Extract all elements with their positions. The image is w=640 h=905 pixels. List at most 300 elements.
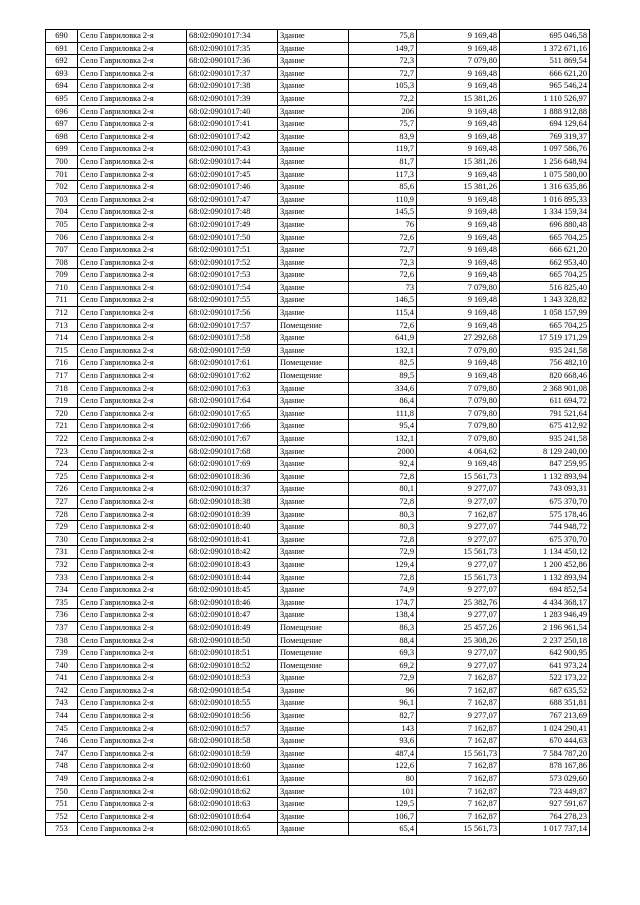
cadastral-value-cell: 847 259,95 xyxy=(500,458,590,471)
row-number-cell: 739 xyxy=(46,647,78,660)
cadastral-number-cell: 68:02:0901017:48 xyxy=(187,206,278,219)
cadastral-number-cell: 68:02:0901018:61 xyxy=(187,773,278,786)
area-cell: 72,3 xyxy=(349,55,417,68)
unit-value-cell: 9 169,48 xyxy=(417,168,500,181)
row-number-cell: 700 xyxy=(46,155,78,168)
row-number-cell: 701 xyxy=(46,168,78,181)
row-number-cell: 711 xyxy=(46,294,78,307)
object-type-cell: Здание xyxy=(278,785,349,798)
cadastral-number-cell: 68:02:0901018:54 xyxy=(187,684,278,697)
row-number-cell: 708 xyxy=(46,256,78,269)
unit-value-cell: 9 169,48 xyxy=(417,307,500,320)
cadastral-number-cell: 68:02:0901018:36 xyxy=(187,470,278,483)
table-row xyxy=(46,256,590,269)
settlement-cell: Село Гавриловка 2-я xyxy=(78,458,187,471)
table-row xyxy=(46,155,590,168)
settlement-cell: Село Гавриловка 2-я xyxy=(78,319,187,332)
object-type-cell: Помещение xyxy=(278,659,349,672)
unit-value-cell: 9 169,48 xyxy=(417,206,500,219)
cadastral-value-cell: 935 241,58 xyxy=(500,433,590,446)
row-number-cell: 694 xyxy=(46,80,78,93)
cadastral-number-cell: 68:02:0901018:40 xyxy=(187,521,278,534)
object-type-cell: Здание xyxy=(278,458,349,471)
object-type-cell: Здание xyxy=(278,231,349,244)
cadastral-number-cell: 68:02:0901018:64 xyxy=(187,810,278,823)
row-number-cell: 696 xyxy=(46,105,78,118)
area-cell: 105,3 xyxy=(349,80,417,93)
object-type-cell: Здание xyxy=(278,470,349,483)
settlement-cell: Село Гавриловка 2-я xyxy=(78,206,187,219)
row-number-cell: 716 xyxy=(46,357,78,370)
settlement-cell: Село Гавриловка 2-я xyxy=(78,495,187,508)
object-type-cell: Здание xyxy=(278,533,349,546)
cadastral-number-cell: 68:02:0901017:53 xyxy=(187,269,278,282)
area-cell: 69,2 xyxy=(349,659,417,672)
object-type-cell: Здание xyxy=(278,92,349,105)
cadastral-number-cell: 68:02:0901018:59 xyxy=(187,747,278,760)
object-type-cell: Здание xyxy=(278,395,349,408)
table-row xyxy=(46,294,590,307)
cadastral-value-cell: 666 621,20 xyxy=(500,67,590,80)
table-row xyxy=(46,735,590,748)
table-body xyxy=(46,30,590,836)
object-type-cell: Здание xyxy=(278,735,349,748)
settlement-cell: Село Гавриловка 2-я xyxy=(78,558,187,571)
object-type-cell: Здание xyxy=(278,105,349,118)
table-row xyxy=(46,458,590,471)
unit-value-cell: 9 277,07 xyxy=(417,609,500,622)
cadastral-number-cell: 68:02:0901017:62 xyxy=(187,370,278,383)
object-type-cell: Здание xyxy=(278,584,349,597)
cadastral-number-cell: 68:02:0901018:63 xyxy=(187,798,278,811)
settlement-cell: Село Гавриловка 2-я xyxy=(78,722,187,735)
settlement-cell: Село Гавриловка 2-я xyxy=(78,735,187,748)
unit-value-cell: 9 169,48 xyxy=(417,193,500,206)
settlement-cell: Село Гавриловка 2-я xyxy=(78,80,187,93)
cadastral-number-cell: 68:02:0901018:60 xyxy=(187,760,278,773)
object-type-cell: Здание xyxy=(278,218,349,231)
cadastral-number-cell: 68:02:0901017:63 xyxy=(187,382,278,395)
cadastral-value-cell: 675 412,92 xyxy=(500,420,590,433)
area-cell: 129,5 xyxy=(349,798,417,811)
area-cell: 145,5 xyxy=(349,206,417,219)
row-number-cell: 720 xyxy=(46,407,78,420)
area-cell: 122,6 xyxy=(349,760,417,773)
unit-value-cell: 9 277,07 xyxy=(417,710,500,723)
row-number-cell: 707 xyxy=(46,244,78,257)
settlement-cell: Село Гавриловка 2-я xyxy=(78,470,187,483)
area-cell: 80,1 xyxy=(349,483,417,496)
object-type-cell: Здание xyxy=(278,155,349,168)
row-number-cell: 734 xyxy=(46,584,78,597)
unit-value-cell: 25 308,26 xyxy=(417,634,500,647)
row-number-cell: 710 xyxy=(46,281,78,294)
table-row xyxy=(46,470,590,483)
settlement-cell: Село Гавриловка 2-я xyxy=(78,584,187,597)
cadastral-value-cell: 675 370,70 xyxy=(500,495,590,508)
cadastral-number-cell: 68:02:0901018:43 xyxy=(187,558,278,571)
area-cell: 146,5 xyxy=(349,294,417,307)
area-cell: 95,4 xyxy=(349,420,417,433)
cadastral-value-cell: 665 704,25 xyxy=(500,231,590,244)
cadastral-number-cell: 68:02:0901017:67 xyxy=(187,433,278,446)
cadastral-value-cell: 935 241,58 xyxy=(500,344,590,357)
cadastral-value-cell: 1 134 450,12 xyxy=(500,546,590,559)
cadastral-number-cell: 68:02:0901017:50 xyxy=(187,231,278,244)
row-number-cell: 719 xyxy=(46,395,78,408)
unit-value-cell: 7 162,87 xyxy=(417,735,500,748)
table-row xyxy=(46,319,590,332)
settlement-cell: Село Гавриловка 2-я xyxy=(78,130,187,143)
cadastral-number-cell: 68:02:0901017:43 xyxy=(187,143,278,156)
unit-value-cell: 9 169,48 xyxy=(417,218,500,231)
row-number-cell: 738 xyxy=(46,634,78,647)
area-cell: 138,4 xyxy=(349,609,417,622)
area-cell: 89,5 xyxy=(349,370,417,383)
object-type-cell: Помещение xyxy=(278,370,349,383)
object-type-cell: Здание xyxy=(278,332,349,345)
cadastral-value-cell: 723 449,87 xyxy=(500,785,590,798)
unit-value-cell: 9 277,07 xyxy=(417,659,500,672)
settlement-cell: Село Гавриловка 2-я xyxy=(78,382,187,395)
area-cell: 2000 xyxy=(349,445,417,458)
object-type-cell: Здание xyxy=(278,193,349,206)
settlement-cell: Село Гавриловка 2-я xyxy=(78,332,187,345)
table-row xyxy=(46,684,590,697)
settlement-cell: Село Гавриловка 2-я xyxy=(78,798,187,811)
object-type-cell: Здание xyxy=(278,67,349,80)
cadastral-value-cell: 575 178,46 xyxy=(500,508,590,521)
area-cell: 72,2 xyxy=(349,92,417,105)
area-cell: 132,1 xyxy=(349,433,417,446)
cadastral-value-cell: 756 482,10 xyxy=(500,357,590,370)
area-cell: 76 xyxy=(349,218,417,231)
area-cell: 74,9 xyxy=(349,584,417,597)
cadastral-number-cell: 68:02:0901018:41 xyxy=(187,533,278,546)
cadastral-number-cell: 68:02:0901018:65 xyxy=(187,823,278,836)
cadastral-number-cell: 68:02:0901018:53 xyxy=(187,672,278,685)
table-row xyxy=(46,634,590,647)
area-cell: 86,4 xyxy=(349,395,417,408)
object-type-cell: Здание xyxy=(278,407,349,420)
area-cell: 75,8 xyxy=(349,30,417,43)
cadastral-number-cell: 68:02:0901017:41 xyxy=(187,118,278,131)
cadastral-value-cell: 573 029,60 xyxy=(500,773,590,786)
cadastral-value-cell: 522 173,22 xyxy=(500,672,590,685)
settlement-cell: Село Гавриловка 2-я xyxy=(78,659,187,672)
cadastral-number-cell: 68:02:0901017:68 xyxy=(187,445,278,458)
area-cell: 80,3 xyxy=(349,521,417,534)
cadastral-number-cell: 68:02:0901018:46 xyxy=(187,596,278,609)
row-number-cell: 693 xyxy=(46,67,78,80)
unit-value-cell: 15 381,26 xyxy=(417,92,500,105)
settlement-cell: Село Гавриловка 2-я xyxy=(78,596,187,609)
cadastral-number-cell: 68:02:0901017:64 xyxy=(187,395,278,408)
area-cell: 69,3 xyxy=(349,647,417,660)
object-type-cell: Здание xyxy=(278,697,349,710)
cadastral-number-cell: 68:02:0901018:44 xyxy=(187,571,278,584)
area-cell: 72,7 xyxy=(349,244,417,257)
unit-value-cell: 7 079,80 xyxy=(417,395,500,408)
cadastral-value-cell: 1 283 946,49 xyxy=(500,609,590,622)
unit-value-cell: 7 079,80 xyxy=(417,344,500,357)
object-type-cell: Здание xyxy=(278,495,349,508)
object-type-cell: Помещение xyxy=(278,319,349,332)
object-type-cell: Здание xyxy=(278,130,349,143)
cadastral-value-cell: 665 704,25 xyxy=(500,269,590,282)
settlement-cell: Село Гавриловка 2-я xyxy=(78,483,187,496)
row-number-cell: 727 xyxy=(46,495,78,508)
row-number-cell: 748 xyxy=(46,760,78,773)
row-number-cell: 745 xyxy=(46,722,78,735)
area-cell: 72,8 xyxy=(349,533,417,546)
row-number-cell: 744 xyxy=(46,710,78,723)
settlement-cell: Село Гавриловка 2-я xyxy=(78,571,187,584)
table-row xyxy=(46,609,590,622)
object-type-cell: Здание xyxy=(278,181,349,194)
row-number-cell: 718 xyxy=(46,382,78,395)
object-type-cell: Здание xyxy=(278,256,349,269)
table-row xyxy=(46,42,590,55)
unit-value-cell: 9 169,48 xyxy=(417,30,500,43)
row-number-cell: 736 xyxy=(46,609,78,622)
object-type-cell: Здание xyxy=(278,508,349,521)
area-cell: 82,7 xyxy=(349,710,417,723)
cadastral-number-cell: 68:02:0901018:62 xyxy=(187,785,278,798)
settlement-cell: Село Гавриловка 2-я xyxy=(78,155,187,168)
table-row xyxy=(46,596,590,609)
settlement-cell: Село Гавриловка 2-я xyxy=(78,281,187,294)
cadastral-value-cell: 695 046,58 xyxy=(500,30,590,43)
unit-value-cell: 15 561,73 xyxy=(417,571,500,584)
cadastral-value-cell: 1 343 328,82 xyxy=(500,294,590,307)
cadastral-number-cell: 68:02:0901017:42 xyxy=(187,130,278,143)
object-type-cell: Здание xyxy=(278,294,349,307)
cadastral-number-cell: 68:02:0901018:39 xyxy=(187,508,278,521)
table-row xyxy=(46,244,590,257)
cadastral-number-cell: 68:02:0901017:59 xyxy=(187,344,278,357)
settlement-cell: Село Гавриловка 2-я xyxy=(78,407,187,420)
object-type-cell: Здание xyxy=(278,168,349,181)
area-cell: 115,4 xyxy=(349,307,417,320)
object-type-cell: Здание xyxy=(278,798,349,811)
object-type-cell: Здание xyxy=(278,710,349,723)
cadastral-value-cell: 743 093,31 xyxy=(500,483,590,496)
object-type-cell: Здание xyxy=(278,269,349,282)
cadastral-number-cell: 68:02:0901017:66 xyxy=(187,420,278,433)
cadastral-number-cell: 68:02:0901018:52 xyxy=(187,659,278,672)
table-row xyxy=(46,357,590,370)
object-type-cell: Помещение xyxy=(278,647,349,660)
row-number-cell: 690 xyxy=(46,30,78,43)
unit-value-cell: 7 079,80 xyxy=(417,55,500,68)
settlement-cell: Село Гавриловка 2-я xyxy=(78,533,187,546)
settlement-cell: Село Гавриловка 2-я xyxy=(78,433,187,446)
table-row xyxy=(46,231,590,244)
table-row xyxy=(46,193,590,206)
cadastral-number-cell: 68:02:0901017:52 xyxy=(187,256,278,269)
cadastral-number-cell: 68:02:0901017:35 xyxy=(187,42,278,55)
cadastral-value-cell: 516 825,40 xyxy=(500,281,590,294)
table-row xyxy=(46,92,590,105)
cadastral-number-cell: 68:02:0901017:40 xyxy=(187,105,278,118)
table-row xyxy=(46,672,590,685)
table-row xyxy=(46,798,590,811)
settlement-cell: Село Гавриловка 2-я xyxy=(78,773,187,786)
table-row xyxy=(46,143,590,156)
settlement-cell: Село Гавриловка 2-я xyxy=(78,370,187,383)
table-row xyxy=(46,130,590,143)
row-number-cell: 695 xyxy=(46,92,78,105)
row-number-cell: 730 xyxy=(46,533,78,546)
table-row xyxy=(46,307,590,320)
object-type-cell: Помещение xyxy=(278,621,349,634)
cadastral-number-cell: 68:02:0901017:34 xyxy=(187,30,278,43)
cadastral-value-cell: 820 668,46 xyxy=(500,370,590,383)
cadastral-value-cell: 611 694,72 xyxy=(500,395,590,408)
table-row xyxy=(46,344,590,357)
settlement-cell: Село Гавриловка 2-я xyxy=(78,244,187,257)
area-cell: 80,3 xyxy=(349,508,417,521)
settlement-cell: Село Гавриловка 2-я xyxy=(78,143,187,156)
row-number-cell: 717 xyxy=(46,370,78,383)
settlement-cell: Село Гавриловка 2-я xyxy=(78,118,187,131)
cadastral-number-cell: 68:02:0901017:44 xyxy=(187,155,278,168)
unit-value-cell: 4 064,62 xyxy=(417,445,500,458)
row-number-cell: 728 xyxy=(46,508,78,521)
unit-value-cell: 9 169,48 xyxy=(417,244,500,257)
area-cell: 101 xyxy=(349,785,417,798)
table-row xyxy=(46,810,590,823)
row-number-cell: 712 xyxy=(46,307,78,320)
object-type-cell: Здание xyxy=(278,747,349,760)
unit-value-cell: 27 292,68 xyxy=(417,332,500,345)
cadastral-number-cell: 68:02:0901018:58 xyxy=(187,735,278,748)
cadastral-value-cell: 1 334 159,34 xyxy=(500,206,590,219)
cadastral-value-cell: 1 058 157,99 xyxy=(500,307,590,320)
cadastral-value-cell: 675 370,70 xyxy=(500,533,590,546)
cadastral-value-cell: 1 372 671,16 xyxy=(500,42,590,55)
settlement-cell: Село Гавриловка 2-я xyxy=(78,42,187,55)
object-type-cell: Помещение xyxy=(278,357,349,370)
object-type-cell: Здание xyxy=(278,420,349,433)
cadastral-number-cell: 68:02:0901018:56 xyxy=(187,710,278,723)
row-number-cell: 752 xyxy=(46,810,78,823)
cadastral-value-cell: 878 167,86 xyxy=(500,760,590,773)
area-cell: 73 xyxy=(349,281,417,294)
row-number-cell: 703 xyxy=(46,193,78,206)
cadastral-number-cell: 68:02:0901018:47 xyxy=(187,609,278,622)
area-cell: 129,4 xyxy=(349,558,417,571)
cadastral-number-cell: 68:02:0901017:54 xyxy=(187,281,278,294)
unit-value-cell: 9 169,48 xyxy=(417,105,500,118)
unit-value-cell: 15 561,73 xyxy=(417,823,500,836)
settlement-cell: Село Гавриловка 2-я xyxy=(78,684,187,697)
area-cell: 72,9 xyxy=(349,672,417,685)
cadastral-number-cell: 68:02:0901017:45 xyxy=(187,168,278,181)
area-cell: 174,7 xyxy=(349,596,417,609)
cadastral-number-cell: 68:02:0901017:58 xyxy=(187,332,278,345)
table-row xyxy=(46,420,590,433)
settlement-cell: Село Гавриловка 2-я xyxy=(78,67,187,80)
cadastral-value-cell: 2 237 250,18 xyxy=(500,634,590,647)
cadastral-number-cell: 68:02:0901018:49 xyxy=(187,621,278,634)
table-row xyxy=(46,332,590,345)
unit-value-cell: 7 162,87 xyxy=(417,773,500,786)
settlement-cell: Село Гавриловка 2-я xyxy=(78,395,187,408)
area-cell: 65,4 xyxy=(349,823,417,836)
settlement-cell: Село Гавриловка 2-я xyxy=(78,697,187,710)
row-number-cell: 742 xyxy=(46,684,78,697)
cadastral-value-cell: 769 319,37 xyxy=(500,130,590,143)
area-cell: 106,7 xyxy=(349,810,417,823)
area-cell: 111,8 xyxy=(349,407,417,420)
settlement-cell: Село Гавриловка 2-я xyxy=(78,785,187,798)
cadastral-value-cell: 1 132 893,94 xyxy=(500,470,590,483)
unit-value-cell: 9 169,48 xyxy=(417,458,500,471)
unit-value-cell: 7 079,80 xyxy=(417,407,500,420)
unit-value-cell: 9 169,48 xyxy=(417,319,500,332)
table-row xyxy=(46,281,590,294)
unit-value-cell: 7 162,87 xyxy=(417,508,500,521)
cadastral-number-cell: 68:02:0901018:37 xyxy=(187,483,278,496)
table-row xyxy=(46,722,590,735)
table-row xyxy=(46,382,590,395)
cadastral-value-cell: 1 075 580,00 xyxy=(500,168,590,181)
cadastral-value-cell: 1 024 290,41 xyxy=(500,722,590,735)
table-row xyxy=(46,80,590,93)
row-number-cell: 714 xyxy=(46,332,78,345)
settlement-cell: Село Гавриловка 2-я xyxy=(78,193,187,206)
cadastral-value-cell: 662 953,40 xyxy=(500,256,590,269)
area-cell: 206 xyxy=(349,105,417,118)
cadastral-value-cell: 7 584 787,20 xyxy=(500,747,590,760)
table-row xyxy=(46,558,590,571)
unit-value-cell: 25 457,26 xyxy=(417,621,500,634)
cadastral-value-cell: 1 888 912,88 xyxy=(500,105,590,118)
unit-value-cell: 9 277,07 xyxy=(417,521,500,534)
row-number-cell: 753 xyxy=(46,823,78,836)
row-number-cell: 749 xyxy=(46,773,78,786)
row-number-cell: 732 xyxy=(46,558,78,571)
object-type-cell: Здание xyxy=(278,42,349,55)
table-row xyxy=(46,659,590,672)
area-cell: 93,6 xyxy=(349,735,417,748)
cadastral-value-cell: 1 017 737,14 xyxy=(500,823,590,836)
settlement-cell: Село Гавриловка 2-я xyxy=(78,747,187,760)
area-cell: 334,6 xyxy=(349,382,417,395)
unit-value-cell: 7 162,87 xyxy=(417,672,500,685)
settlement-cell: Село Гавриловка 2-я xyxy=(78,445,187,458)
settlement-cell: Село Гавриловка 2-я xyxy=(78,634,187,647)
cadastral-number-cell: 68:02:0901017:38 xyxy=(187,80,278,93)
table-row xyxy=(46,105,590,118)
settlement-cell: Село Гавриловка 2-я xyxy=(78,218,187,231)
cadastral-number-cell: 68:02:0901017:55 xyxy=(187,294,278,307)
cadastral-value-cell: 1 316 635,86 xyxy=(500,181,590,194)
row-number-cell: 705 xyxy=(46,218,78,231)
object-type-cell: Здание xyxy=(278,80,349,93)
unit-value-cell: 9 169,48 xyxy=(417,231,500,244)
unit-value-cell: 9 169,48 xyxy=(417,294,500,307)
unit-value-cell: 15 561,73 xyxy=(417,546,500,559)
table-row xyxy=(46,67,590,80)
object-type-cell: Здание xyxy=(278,684,349,697)
table-row xyxy=(46,773,590,786)
object-type-cell: Здание xyxy=(278,382,349,395)
cadastral-value-cell: 694 129,64 xyxy=(500,118,590,131)
table-row xyxy=(46,621,590,634)
